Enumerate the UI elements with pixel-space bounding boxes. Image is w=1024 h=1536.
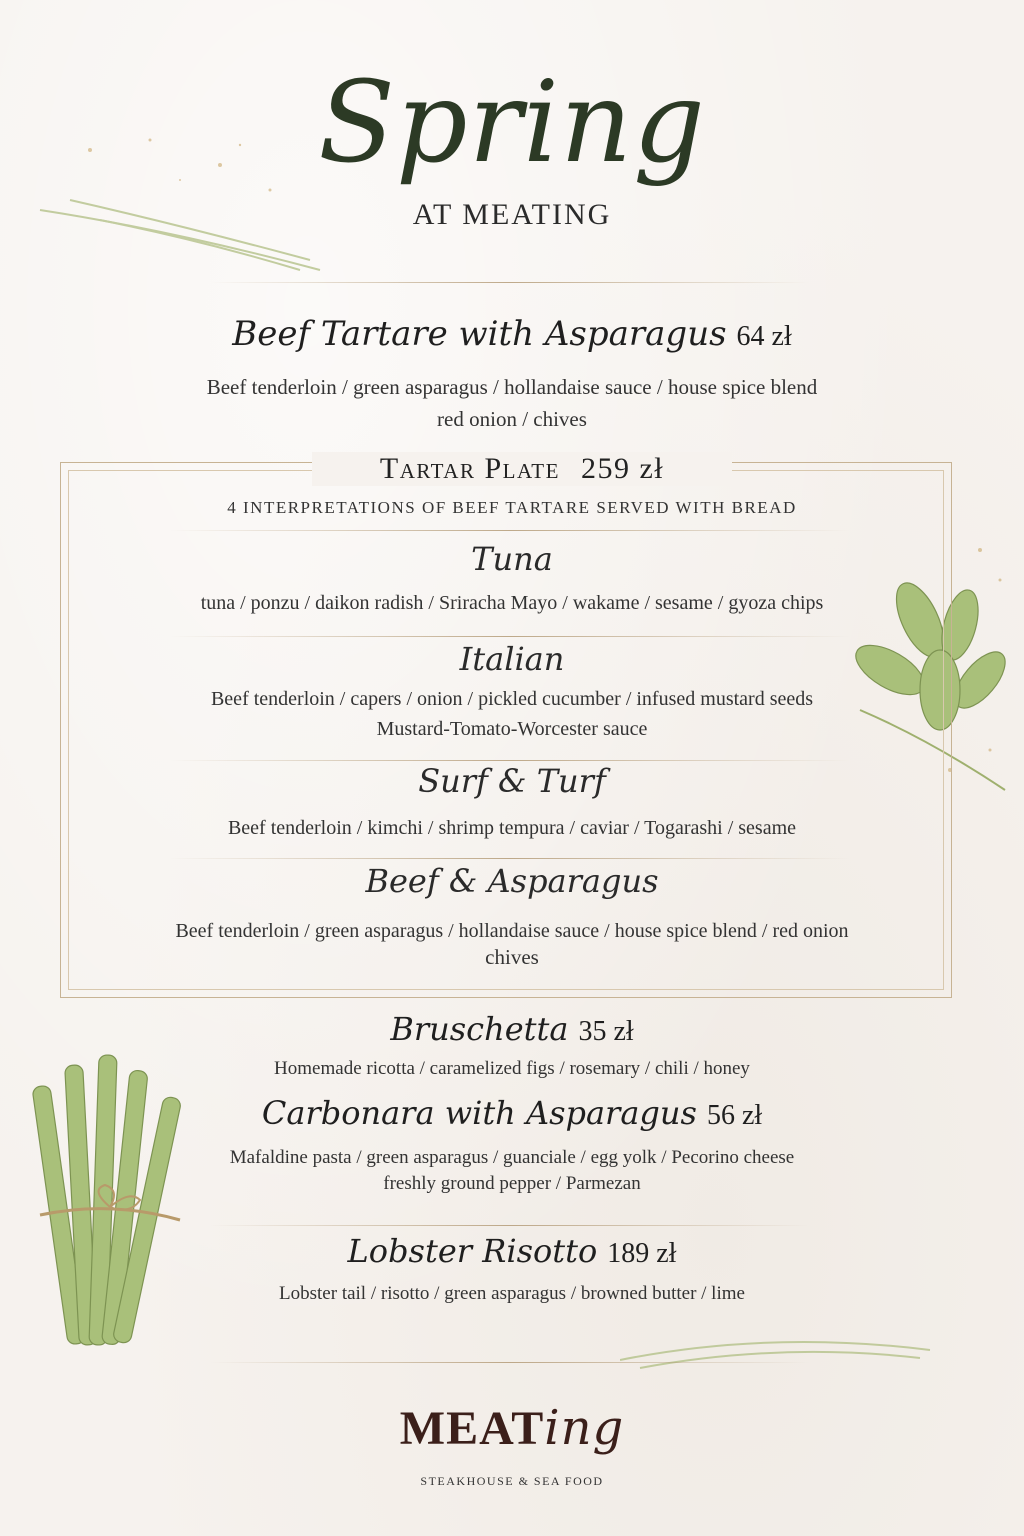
divider [210,1225,810,1226]
dish-title-beef-tartare [0,314,1024,354]
plate-price: 259 zł [580,452,665,485]
dish-price: 64 zł [736,321,792,352]
dish-price: 189 zł [607,1238,677,1269]
variant-desc: Beef tenderloin / kimchi / shrimp tempura / caviar / Togarashi / sesame [227,817,797,839]
logo-tagline: STEAKHOUSE & SEA FOOD [420,1474,604,1488]
divider [170,636,850,637]
variant-title-beef-asparagus: Beef & Asparagus [365,862,659,900]
variant-desc: Beef tenderloin / capers / onion / pickled cucumber / infused mustard seeds [210,688,814,710]
dish-desc-line: freshly ground pepper / Parmezan [383,1173,641,1194]
divider [210,282,810,283]
dish-name: Lobster Risotto [347,1232,598,1270]
dish-desc-line: Beef tenderloin / green asparagus / hollandaise sauce / house spice blend [206,375,818,399]
variant-desc: tuna / ponzu / daikon radish / Sriracha Mayo / wakame / sesame / gyoza chips [200,592,824,614]
dish-title-lobster-risotto [0,1232,1024,1270]
variant-title-tuna: Tuna [471,540,553,578]
dish-title-bruschetta [0,1010,1024,1048]
dish-price: 35 zł [578,1016,634,1047]
dish-desc-line: Lobster tail / risotto / green asparagus / browned butter / lime [279,1283,745,1304]
dish-desc-line: Mafaldine pasta / green asparagus / guanciale / egg yolk / Pecorino cheese [229,1147,795,1168]
dish-name: Bruschetta [390,1010,569,1048]
dish-name: Beef Tartare with Asparagus [232,314,727,354]
dish-price: 56 zł [706,1100,763,1131]
dish-title-carbonara [0,1094,1024,1132]
dish-desc-line: Homemade ricotta / caramelized figs / rosemary / chili / honey [274,1058,750,1079]
page-title: Spring [318,58,706,188]
page-subtitle: AT MEATING [412,198,612,231]
grass-blades-illustration [620,1320,940,1380]
variant-title-surf-turf: Surf & Turf [418,762,606,800]
plate-name: Tartar Plate [379,452,560,485]
tartar-plate-subtitle: 4 INTERPRETATIONS OF BEEF TARTARE SERVED WITH BREAD [227,498,797,517]
divider [210,1362,810,1363]
tartar-plate-title [312,452,732,486]
variant-desc: Mustard-Tomato-Worcester sauce [376,718,648,740]
divider [170,858,850,859]
dish-desc-line: red onion / chives [437,407,587,431]
brand-logo [0,1400,1024,1456]
divider [170,530,850,531]
logo-word: MEAT [399,1402,545,1455]
variant-desc: Beef tenderloin / green asparagus / hollandaise sauce / house spice blend / red onion [175,920,849,942]
variant-title-italian: Italian [459,640,565,678]
divider [170,760,850,761]
dish-name: Carbonara with Asparagus [261,1094,697,1132]
logo-script: ing [544,1400,625,1456]
variant-desc: chives [485,945,539,969]
